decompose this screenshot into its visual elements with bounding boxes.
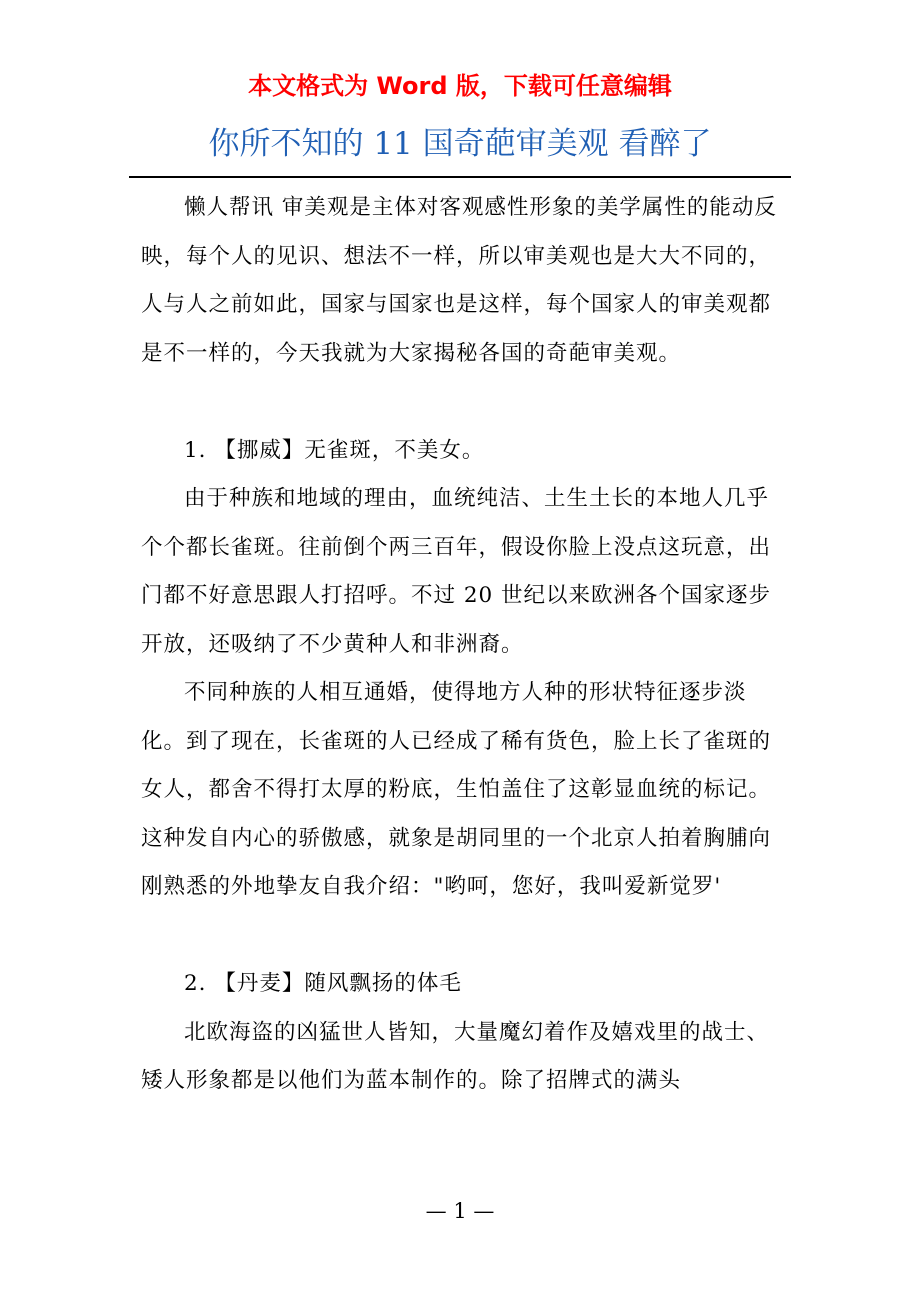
- document-title: 你所不知的 11 国奇葩审美观 看醉了: [208, 126, 712, 162]
- page-number: — 1 —: [425, 1199, 495, 1223]
- section-heading-norway: 1. 【挪威】无雀斑，不美女。: [184, 437, 485, 463]
- paragraph-spacer: [141, 912, 781, 961]
- document-body: [141, 184, 781, 1106]
- section-heading-denmark: 2. 【丹麦】随风飘扬的体毛: [184, 971, 462, 996]
- title-divider: [129, 176, 791, 178]
- paragraph-spacer: [141, 378, 781, 427]
- denmark-paragraph-1: 北欧海盗的凶猛世人皆知，大量魔幻着作及嬉戏里的战士、矮人形象都是以他们为蓝本制作的。除了招牌式的满头: [141, 1019, 770, 1093]
- norway-paragraph-1: 由于种族和地域的理由，血统纯洁、土生土长的本地人几乎个个都长雀斑。往前倒个两三百年，假设你脸上没点这玩意，出门都不好意思跟人打招呼。不过 20 世纪以来欧洲各个国家逐步开放，还吸纳了不少黄种人和非洲裔。: [141, 486, 772, 657]
- norway-paragraph-2: 不同种族的人相互通婚，使得地方人种的形状特征逐步淡化。到了现在，长雀斑的人已经成了稀有货色，脸上长了雀斑的女人，都舍不得打太厚的粉底，生怕盖住了这彰显血统的标记。这种发自内心的骄傲感，就象是胡同里的一个北京人拍着胸脯向刚熟悉的外地挚友自我介绍："哟呵，您好，我叫爱新觉罗': [141, 680, 772, 899]
- download-notice-banner: 本文格式为 Word 版，下载可任意编辑: [248, 72, 672, 100]
- intro-paragraph: 懒人帮讯 审美观是主体对客观感性形象的美学属性的能动反映，每个人的见识、想法不一样，所以审美观也是大大不同的，人与人之前如此，国家与国家也是这样，每个国家人的审美观都是不一样的，今天我就为大家揭秘各国的奇葩审美观。: [141, 195, 777, 366]
